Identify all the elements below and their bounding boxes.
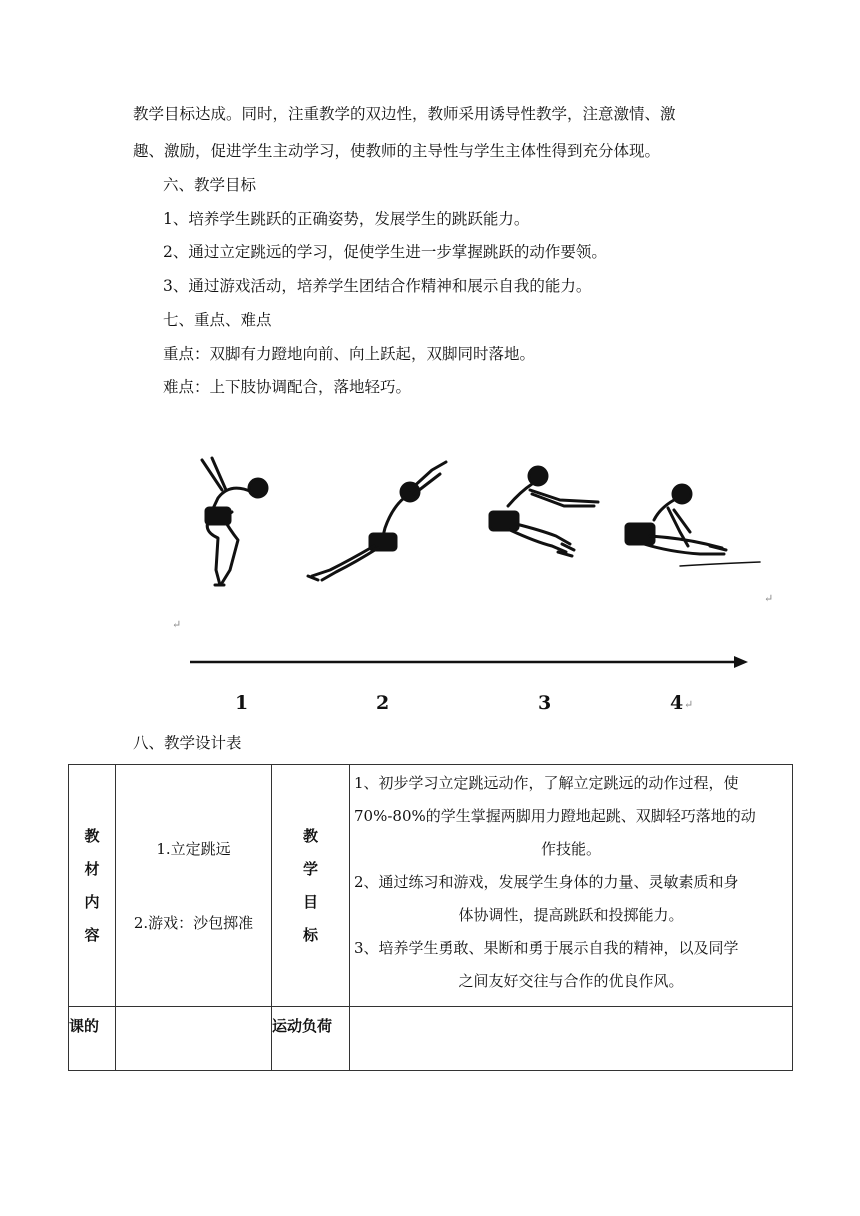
materials-content-cell [116,765,272,1007]
goal-line: 1、初步学习立定跳远动作，了解立定跳远的动作过程，使 [354,774,739,792]
return-mark: ↵ [764,592,774,605]
return-mark: ↵ [684,698,694,711]
goal-line: 70%-80%的学生掌握两脚用力蹬地起跳、双脚轻巧落地的动 [354,807,756,825]
section-heading-key-points: 七、重点、难点 [163,311,272,329]
goals-label-cell: 教 学 目 标 [272,765,350,1007]
jumper-pose-4 [626,485,760,566]
jumper-pose-1 [202,458,267,585]
jumper-pose-2 [308,462,446,580]
key-point: 重点：双脚有力蹬地向前、向上跃起，双脚同时落地。 [163,345,536,363]
exercise-load-label-cell: 运动负荷 [272,1007,350,1071]
figure-label-3: 3 [538,692,552,714]
objective-item: 1、培养学生跳跃的正确姿势，发展学生的跳跃能力。 [163,210,530,228]
table-row [69,765,793,1007]
section-heading-design-table: 八、教学设计表 [133,734,242,752]
goal-line: 之间友好交往与合作的优良作风。 [458,972,684,990]
return-mark: ↵ [172,618,182,631]
direction-arrow-head [734,656,748,668]
teaching-design-table [68,764,793,1071]
figure-label-4: 4 [670,692,684,714]
difficulty-point: 难点：上下肢协调配合，落地轻巧。 [163,378,412,396]
figure-label-1: 1 [235,692,249,714]
jumper-pose-3 [490,467,598,556]
empty-cell [350,1007,793,1071]
goal-line: 2、通过练习和游戏，发展学生身体的力量、灵敏素质和身 [354,873,739,891]
materials-label-cell: 教 材 内 容 [69,765,116,1007]
goal-line: 3、培养学生勇敢、果断和勇于展示自我的精神，以及同学 [354,939,739,957]
paragraph-line: 趣、激励，促进学生主动学习，使教师的主导性与学生主体性得到充分体现。 [133,142,661,160]
paragraph-line: 教学目标达成。同时，注重教学的双边性，教师采用诱导性教学，注意激情、激 [133,105,676,123]
objective-item: 3、通过游戏活动，培养学生团结合作精神和展示自我的能力。 [163,277,592,295]
lesson-label-cell: 课的 [69,1007,116,1071]
section-heading-objectives: 六、教学目标 [163,176,257,194]
goals-content-cell [350,765,793,1007]
content-item: 2.游戏：沙包掷准 [133,913,254,932]
figure-label-2: 2 [376,692,390,714]
empty-cell [116,1007,272,1071]
table-row [69,1007,793,1071]
content-item: 1.立定跳远 [156,839,231,858]
goal-line: 体协调性，提高跳跃和投掷能力。 [458,906,684,924]
objective-item: 2、通过立定跳远的学习，促使学生进一步掌握跳跃的动作要领。 [163,243,607,261]
goal-line: 作技能。 [540,840,601,858]
long-jump-sequence-figure [160,420,800,720]
